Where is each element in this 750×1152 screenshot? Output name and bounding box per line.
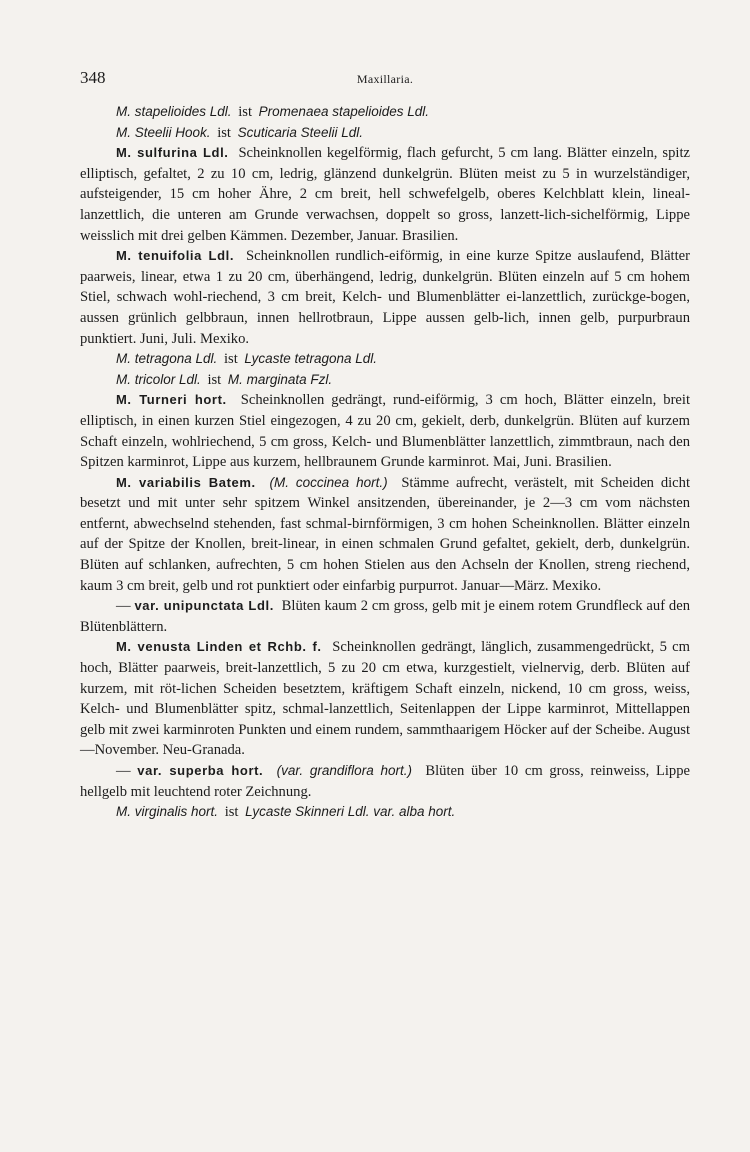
variety-name: var. superba hort. (137, 763, 264, 778)
synonym-entry (80, 349, 690, 370)
species-name: M. venusta Linden et Rchb. f. (116, 639, 322, 655)
running-title: Maxillaria. (356, 72, 414, 86)
species-synonym: (M. coccinea hort.) (269, 474, 388, 490)
species-entry (80, 390, 690, 472)
synonym-link: ist (207, 371, 222, 388)
variety-name: var. unipunctata Ldl. (134, 598, 274, 614)
species-description: Scheinknollen kegelförmig, flach gefurcht, 5 cm lang. Blätter einzeln, spitz elliptisch, gefaltet, 2 zu 10 cm, ledrig, glänzend dunkelgrün. Blüten meist zu 5 in wurzelständiger, aufsteigender, 15 cm hoher Ähre, 2 cm breit, hell schwefelgelb, oberes Kelchblatt klein, lineal-lanzettlich, die unteren am Grunde verwachsen, doppelt so gross, lanzett-lich-sichelförmig, Lippe weisslich mit drei gelben Kämmen. Dezember, Januar. Brasilien. (80, 145, 690, 244)
synonym-name: M. virginalis hort. (116, 804, 219, 820)
species-description: Stämme aufrecht, verästelt, mit Scheiden dicht besetzt und mit unter sehr spitzem Winkel ansitzenden, übereinander, je 2—3 cm vom nächsten entfernt, abwechselnd stehenden, fast schmal-birnförmigen, 3 cm hohen Scheinknollen. Blätter einzeln auf der Spitze der Knollen, breit-linear, in einen schmalen Grund gefaltet, gekielt, derb, dunkelgrün. Blüten auf schlanken, aufrechten, 5 cm hohen Stielen aus den Achseln der Knollen, streng riechend, kaum 3 cm breit, gelb und rot punktiert oder einfarbig purpurrot. Januar—März. Mexiko. (80, 474, 690, 594)
synonym-link: ist (217, 124, 231, 141)
species-entry (80, 246, 690, 349)
variety-entry (80, 596, 690, 637)
page-number: 348 (80, 68, 106, 87)
synonym-target: Lycaste Skinneri Ldl. var. alba hort. (245, 804, 456, 820)
synonym-name: M. tetragona Ldl. (116, 351, 218, 367)
synonym-link: ist (238, 104, 253, 120)
variety-description: Blüten kaum 2 cm gross, gelb mit je einem rotem Grundfleck auf den Blütenblättern. (80, 598, 691, 635)
synonym-entry (80, 370, 690, 391)
synonym-link: ist (224, 804, 239, 821)
synonym-target: Lycaste tetragona Ldl. (244, 351, 378, 367)
species-description: Scheinknollen gedrängt, länglich, zusammengedrückt, 5 cm hoch, Blätter paarweis, breit-lanzettlich, 5 zu 20 cm etwa, kurzgestielt, vielnervig, derb. Blüten auf kurzem, mit röt-lichen Scheiden besetztem, kräftigem Schaft einzeln, nickend, 10 cm gross, weiss, Kelch- und Blumenblätter spitz, schmal-lanzettlich, Seitenlappen der Lippe karminrot, Mittellappen gelb mit zwei karminroten Punkten und einem rundem, sammthaarigem Höcker auf der Scheibe. August—November. Neu-Granada. (80, 639, 691, 759)
variety-synonym: (var. grandiflora hort.) (276, 763, 412, 778)
synonym-link: ist (223, 351, 238, 368)
synonym-target: Scuticaria Steelii Ldl. (237, 124, 363, 140)
synonym-name: M. Steelii Hook. (116, 124, 211, 140)
synonym-target: M. marginata Fzl. (227, 371, 333, 387)
species-entry (80, 143, 690, 246)
species-name: M. Turneri hort. (116, 392, 227, 408)
species-name: M. sulfurina Ldl. (116, 145, 229, 161)
synonym-name: M. stapelioides Ldl. (116, 104, 232, 119)
species-name: M. tenuifolia Ldl. (116, 248, 235, 264)
variety-entry (80, 761, 690, 802)
synonym-entry (80, 102, 690, 123)
species-entry (80, 637, 690, 761)
synonym-target: Promenaea stapelioides Ldl. (258, 104, 430, 119)
variety-dash: — (116, 763, 138, 779)
page-header (80, 68, 690, 94)
species-name: M. variabilis Batem. (116, 474, 256, 490)
variety-description: Blüten über 10 cm gross, reinweiss, Lippe hellgelb mit leuchtend roter Zeichnung. (80, 763, 691, 800)
species-description: Scheinknollen gedrängt, rund-eiförmig, 3 cm hoch, Blätter einzeln, breit elliptisch, in einen kurzen Stiel eingezogen, 4 zu 20 cm, gekielt, derb, dunkelgrün. Blüten auf kurzem Schaft einzeln, wohlriechend, 5 cm gross, Kelch- und Blumenblätter lanzettlich, zimmtbraun, nach den Spitzen karminrot, Lippe aus kurzem, hellbraunem Grunde karminrot. Mai, Juni. Brasilien. (80, 392, 691, 471)
species-description: Scheinknollen rundlich-eiförmig, in eine kurze Spitze auslaufend, Blätter paarweis, linear, etwa 1 zu 20 cm, überhängend, ledrig, dunkelgrün. Blüten einzeln auf 5 cm hohem Stiel, schwach wohl-riechend, 3 cm breit, Kelch- und Blumenblätter ei-lanzettlich, zurückge-bogen, aussen grünlich gelbbraun, innen hellrotbraun, Lippe aussen gelb-lich, innen gelb, purpurbraun punktiert. Juni, Juli. Mexiko. (80, 248, 691, 347)
synonym-entry (80, 802, 690, 823)
species-entry (80, 473, 690, 597)
variety-dash: — (116, 598, 135, 615)
synonym-name: M. tricolor Ldl. (116, 371, 201, 387)
synonym-entry (80, 123, 690, 144)
